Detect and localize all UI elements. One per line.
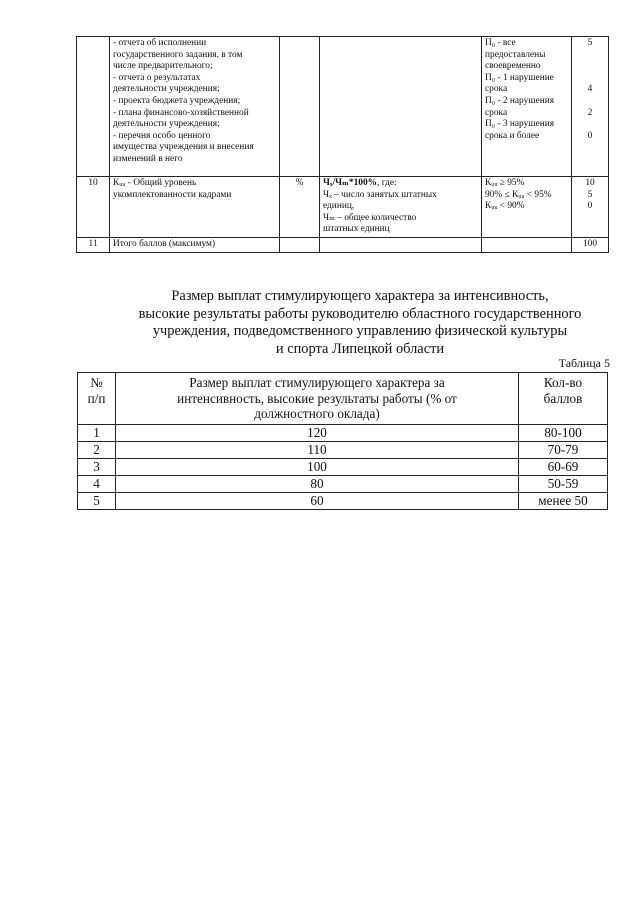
table-row — [77, 177, 609, 238]
points-cell: менее 50 — [519, 492, 608, 509]
header-points: Кол-во баллов — [519, 373, 608, 425]
unit-cell — [280, 37, 320, 177]
row-number-cell: 10 — [77, 177, 110, 238]
row-number-cell: 3 — [78, 458, 116, 475]
method-cell — [320, 237, 482, 252]
method-cell — [320, 37, 482, 177]
criteria-cell: П₀ - все предоставлены своевременно П₀ - 1 нарушение срока П₀ - 2 нарушения срока П₀ - 3 нарушения срока и более — [482, 37, 572, 177]
table-row — [77, 37, 609, 177]
payment-size-cell: 120 — [116, 424, 519, 441]
payment-size-cell: 80 — [116, 475, 519, 492]
header-payment-size: Размер выплат стимулирующего характера за интенсивность, высокие результаты работы (% от должностного оклада) — [116, 373, 519, 425]
row-number-cell: 2 — [78, 441, 116, 458]
points-cell: 80-100 — [519, 424, 608, 441]
points-cell: 70-79 — [519, 441, 608, 458]
criteria-cell — [482, 237, 572, 252]
row-number-cell: 5 — [78, 492, 116, 509]
section-heading: Размер выплат стимулирующего характера за интенсивность, высокие результаты работы руководителю областного государственного учреждения, подведомственного управлению физической культуры и спорта Липецкой области — [138, 288, 582, 357]
payment-size-cell: 100 — [116, 458, 519, 475]
payment-size-cell: 110 — [116, 441, 519, 458]
header-number: № п/п — [78, 373, 116, 425]
table-row — [78, 441, 608, 458]
total-label-cell: Итого баллов (максимум) — [110, 237, 280, 252]
table-row — [77, 237, 609, 252]
row-number-cell: 11 — [77, 237, 110, 252]
unit-cell — [280, 237, 320, 252]
points-cell: 10 5 0 — [572, 177, 609, 238]
method-cell: Чₓ/Чₘ*100%, где: Чₓ – число занятых штатных единиц, Чₘ – общее количество штатных единиц — [320, 177, 482, 238]
indicator-cell: - отчета об исполнении государственного задания, в том числе предварительного; - отчета о результатах деятельности учреждения; - проекта бюджета учреждения; - плана финансово-хозяйственной деятельности учреждения; - перечня особо ценного имущества учреждения и внесения изменений в него — [110, 37, 280, 177]
points-cell: 5 4 2 0 — [572, 37, 609, 177]
criteria-cell: Кᵤᵤ ≥ 95% 90% ≤ Кᵤᵤ < 95% Кᵤᵤ < 90% — [482, 177, 572, 238]
row-number-cell — [77, 37, 110, 177]
table-row — [78, 458, 608, 475]
formula: Чₓ/Чₘ*100% — [323, 178, 378, 188]
points-cell: 60-69 — [519, 458, 608, 475]
indicator-cell: Кᵤᵤ - Общий уровень укомплектованности кадрами — [110, 177, 280, 238]
payment-size-cell: 60 — [116, 492, 519, 509]
table-row — [78, 424, 608, 441]
payment-size-table — [77, 372, 608, 510]
table-header-row — [78, 373, 608, 425]
table-row — [78, 475, 608, 492]
row-number-cell: 1 — [78, 424, 116, 441]
total-points-cell: 100 — [572, 237, 609, 252]
table-label: Таблица 5 — [558, 356, 610, 370]
unit-cell: % — [280, 177, 320, 238]
points-cell: 50-59 — [519, 475, 608, 492]
table-row — [78, 492, 608, 509]
indicator-table-continuation — [76, 36, 609, 253]
row-number-cell: 4 — [78, 475, 116, 492]
